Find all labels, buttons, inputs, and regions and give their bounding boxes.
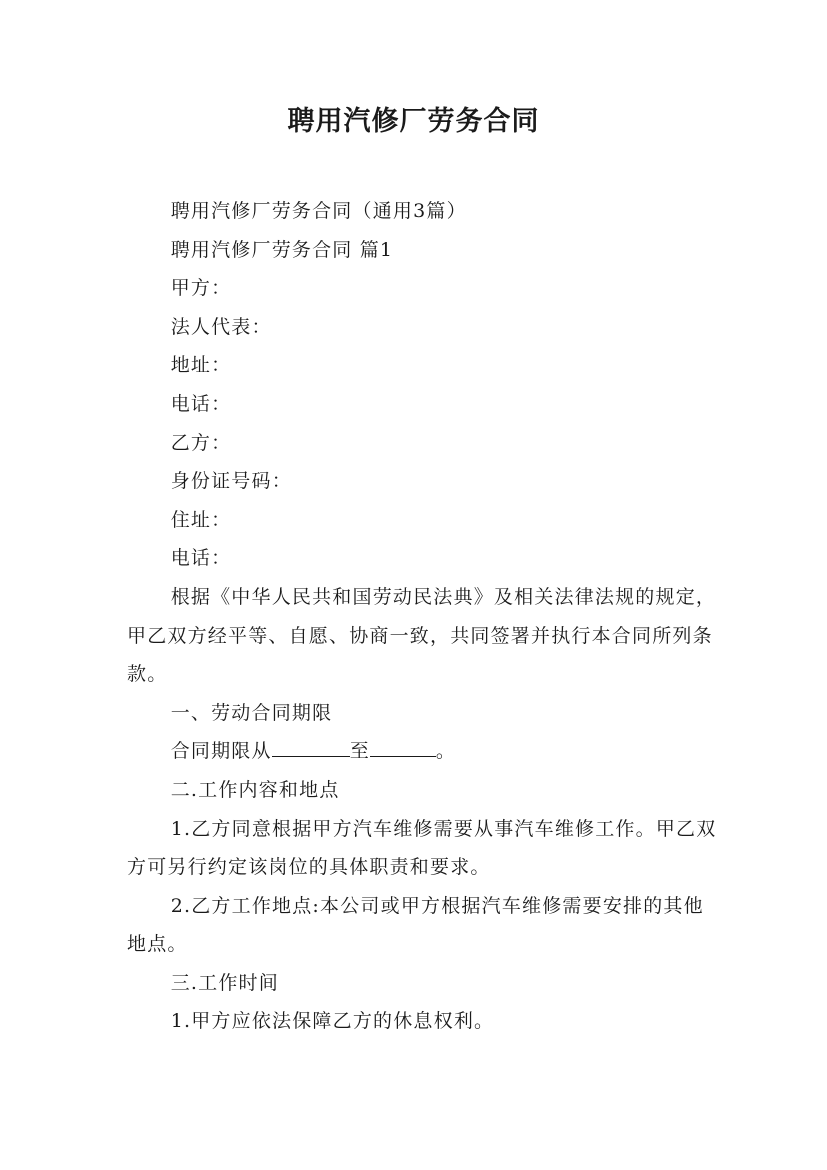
document-body bbox=[127, 192, 719, 1041]
document-title: 聘用汽修厂劳务合同 bbox=[287, 106, 540, 137]
subtitle-line: 聘用汽修厂劳务合同（通用3篇） bbox=[170, 200, 467, 222]
term-start-blank bbox=[272, 736, 350, 757]
section-heading: 聘用汽修厂劳务合同 篇1 bbox=[170, 238, 394, 261]
term-suffix: 。 bbox=[435, 740, 457, 763]
clause-2-heading: 二.工作内容和地点 bbox=[170, 778, 340, 801]
party-b-field: 乙方： bbox=[170, 431, 232, 454]
residence-field: 住址： bbox=[170, 508, 232, 531]
clause-2-item-1: 1.乙方同意根据甲方汽车维修需要从事汽车维修工作。甲乙双方可另行约定该岗位的具体职责和要求。 bbox=[127, 817, 717, 879]
term-prefix: 合同期限从 bbox=[170, 740, 272, 763]
legal-representative-field: 法人代表： bbox=[170, 315, 272, 338]
clause-2-item-2: 2.乙方工作地点:本公司或甲方根据汽车维修需要安排的其他地点。 bbox=[127, 894, 704, 956]
address-field: 地址： bbox=[170, 354, 232, 377]
phone-field-a: 电话： bbox=[170, 392, 232, 415]
term-end-blank bbox=[370, 736, 436, 757]
preamble-paragraph: 根据《中华人民共和国劳动民法典》及相关法律法规的规定，甲乙双方经平等、自愿、协商一致，共同签署并执行本合同所列条款。 bbox=[127, 585, 717, 686]
id-number-field: 身份证号码： bbox=[170, 470, 292, 493]
clause-3-heading: 三.工作时间 bbox=[170, 971, 279, 994]
term-middle: 至 bbox=[349, 740, 370, 763]
phone-field-b: 电话： bbox=[170, 547, 232, 570]
party-a-field: 甲方： bbox=[170, 277, 232, 300]
contract-term-line bbox=[127, 732, 719, 771]
clause-1-heading: 一、劳动合同期限 bbox=[170, 701, 333, 724]
clause-3-item-1: 1.甲方应依法保障乙方的休息权利。 bbox=[170, 1010, 495, 1033]
